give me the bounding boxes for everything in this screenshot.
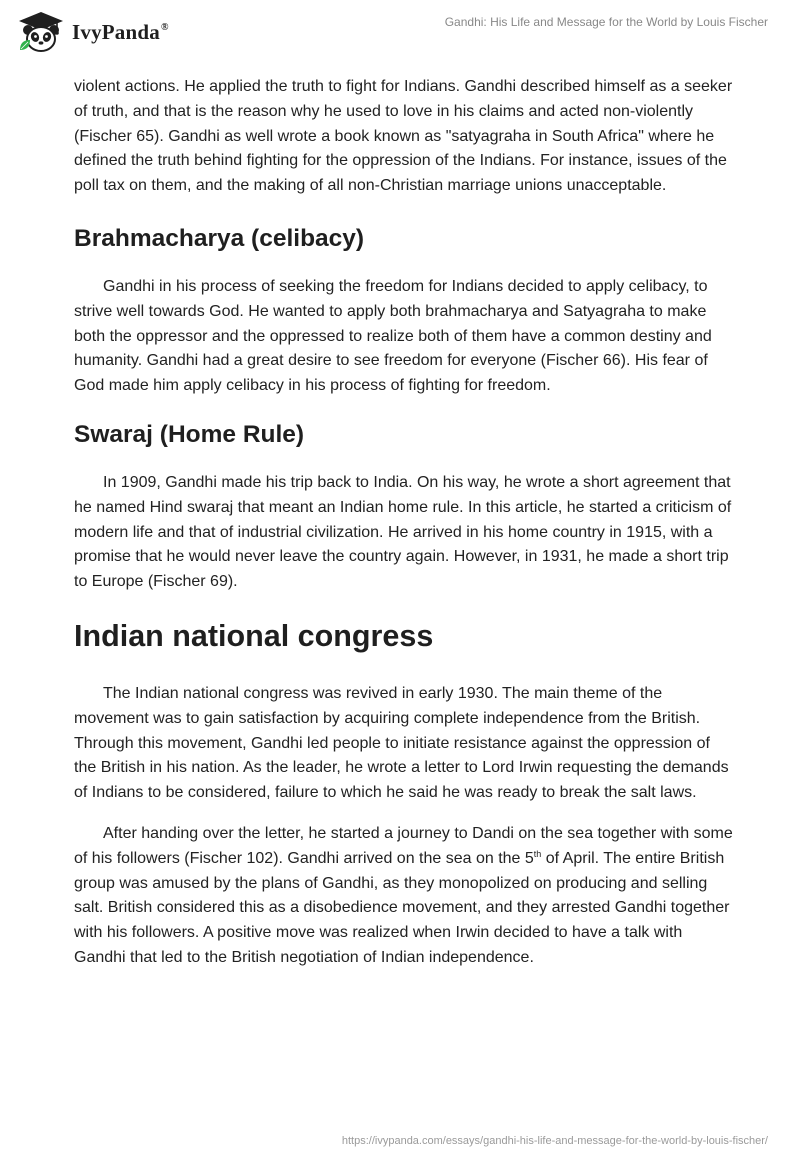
page-header	[0, 0, 800, 70]
document-title: Gandhi: His Life and Message for the World by Louis Fischer	[444, 15, 768, 29]
paragraph-truth: violent actions. He applied the truth to fight for Indians. Gandhi described himself as a seeker of truth, and that is the reason why he used to love in his claims and acted non-violently (Fischer 65). Gandhi as well wrote a book known as "satyagraha in South Africa" where he defined the truth behind fighting for the oppression of the Indians. For instance, issues of the poll tax on them, and the making of all non-Christian marriage unions unacceptable.	[74, 78, 733, 195]
heading-indian-national-congress: Indian national congress	[74, 618, 434, 653]
ivypanda-logo[interactable]	[16, 10, 169, 54]
essay-body	[74, 70, 734, 971]
ordinal-suffix: th	[533, 848, 542, 859]
paragraph-brahmacharya: Gandhi in his process of seeking the freedom for Indians decided to apply celibacy, to strive well towards God. He wanted to apply both brahmacharya and Satyagraha to make both the oppressor and the oppressed to realize both of them have a common destiny and humanity. Gandhi had a great desire to see freedom for everyone (Fischer 66). His fear of God made him apply celibacy in his process of fighting for freedom.	[74, 277, 712, 395]
paragraph-congress-2-text-b: of April. The entire British group was amused by the plans of Gandhi, as they monopolized on producing and selling salt. British considered this as a disobedience movement, and they arrested Gandhi together with his followers. A positive move was realized when Irwin decided to have a talk with Gandhi that led to the British negotiation of Indian independence.	[74, 849, 730, 966]
heading-swaraj: Swaraj (Home Rule)	[74, 420, 305, 448]
paragraph-congress-1: The Indian national congress was revived in early 1930. The main theme of the movement was to gain satisfaction by acquiring complete independence from the British. Through this movement, Gandhi led people to initiate resistance against the oppression of the British in his nation. As the leader, he wrote a letter to Lord Irwin requesting the demands of Indians to be considered, failure to which he said he was ready to break the salt laws.	[74, 684, 729, 802]
heading-brahmacharya: Brahmacharya (celibacy)	[74, 224, 365, 252]
paragraph-congress-2-text-a: After handing over the letter, he started a journey to Dandi on the sea together with some of his followers (Fischer 102). Gandhi arrived on the sea on the 5	[74, 824, 733, 867]
paragraph-swaraj: In 1909, Gandhi made his trip back to India. On his way, he wrote a short agreement that he named Hind swaraj that meant an Indian home rule. In this article, he started a criticism of modern life and that of industrial civilization. He arrived in his home country in 1915, with a promise that he would never leave the country again. However, in 1931, he made a short trip to Europe (Fischer 69).	[74, 473, 732, 591]
brand-name: IvyPanda®	[72, 19, 169, 44]
paragraph-congress-2	[74, 822, 734, 971]
panda-icon	[16, 10, 66, 54]
source-url[interactable]: https://ivypanda.com/essays/gandhi-his-life-and-message-for-the-world-by-louis-fischer/	[341, 1135, 768, 1147]
